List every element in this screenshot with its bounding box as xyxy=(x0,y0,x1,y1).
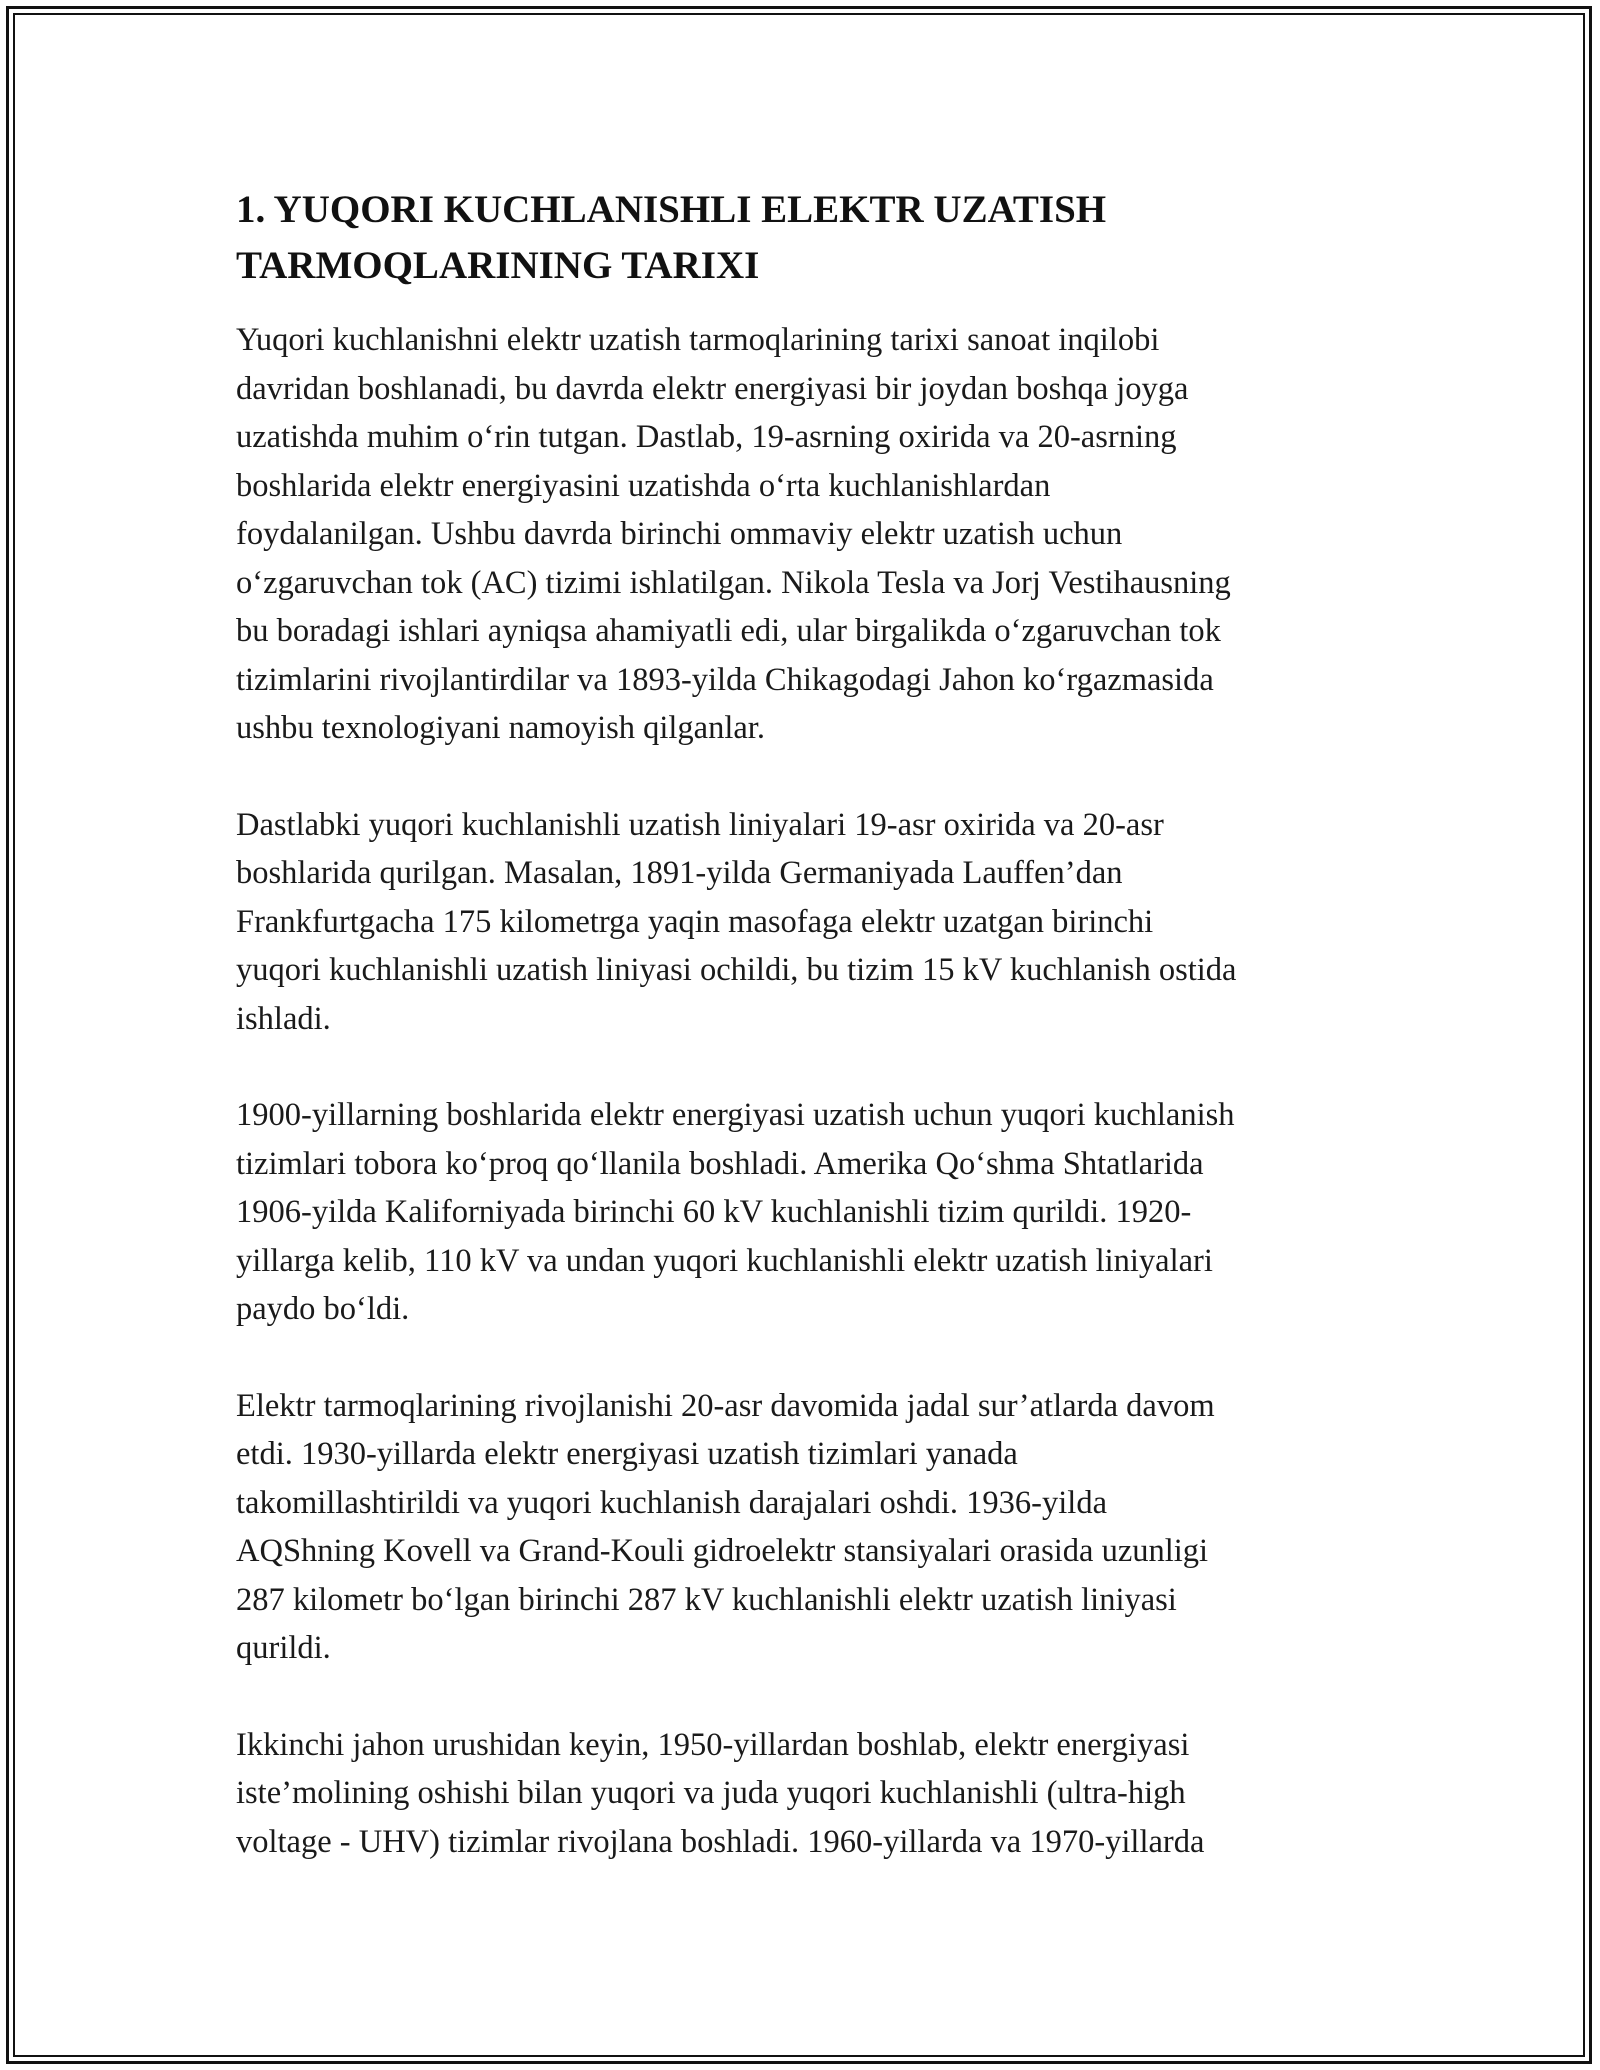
heading-line-1: 1. YUQORI KUCHLANISHLI ELEKTR UZATISH xyxy=(236,188,1107,231)
text-line: davridan boshlanadi, bu davrda elektr energiyasi bir joydan boshqa joyga xyxy=(236,370,1189,407)
heading-line-2: TARMOQLARINING TARIXI xyxy=(236,244,760,287)
text-line: 1906-yilda Kaliforniyada birinchi 60 kV kuchlanishli tizim qurildi. 1920- xyxy=(236,1194,1192,1230)
paragraph-3 xyxy=(236,1091,1386,1334)
text-line: ishladi. xyxy=(236,1000,331,1037)
text-line: takomillashtirildi va yuqori kuchlanish darajalari oshdi. 1936-yilda xyxy=(236,1484,1107,1521)
text-line: tizimlari tobora ko‘proq qo‘llanila boshladi. Amerika Qo‘shma Shtatlarida xyxy=(236,1145,1204,1182)
text-line: iste’molining oshishi bilan yuqori va juda yuqori kuchlanishli (ultra-high xyxy=(236,1775,1186,1811)
text-line: voltage - UHV) tizimlar rivojlana boshladi. 1960-yillarda va 1970-yillarda xyxy=(236,1823,1205,1860)
paragraph-1 xyxy=(236,316,1386,753)
text-line: 287 kilometr bo‘lgan birinchi 287 kV kuchlanishli elektr uzatish liniyasi xyxy=(236,1581,1177,1618)
text-line: qurildi. xyxy=(236,1630,331,1666)
text-line: Frankfurtgacha 175 kilometrga yaqin masofaga elektr uzatgan birinchi xyxy=(236,903,1154,940)
text-line: o‘zgaruvchan tok (AC) tizimi ishlatilgan. Nikola Tesla va Jorj Vestihausning xyxy=(236,564,1231,601)
paragraph-4 xyxy=(236,1382,1386,1673)
text-line: boshlarida elektr energiyasini uzatishda o‘rta kuchlanishlardan xyxy=(236,467,1051,504)
text-line: 1900-yillarning boshlarida elektr energiyasi uzatish uchun yuqori kuchlanish xyxy=(236,1097,1235,1133)
text-line: Yuqori kuchlanishni elektr uzatish tarmoqlarining tarixi sanoat inqilobi xyxy=(236,322,1160,358)
text-line: ushbu texnologiyani namoyish qilganlar. xyxy=(236,710,765,746)
text-line: foydalanilgan. Ushbu davrda birinchi ommaviy elektr uzatish uchun xyxy=(236,516,1123,552)
text-line: etdi. 1930-yillarda elektr energiyasi uzatish tizimlari yanada xyxy=(236,1436,1018,1472)
text-line: yuqori kuchlanishli uzatish liniyasi ochildi, bu tizim 15 kV kuchlanish ostida xyxy=(236,952,1237,988)
text-line: bu boradagi ishlari ayniqsa ahamiyatli edi, ular birgalikda o‘zgaruvchan tok xyxy=(236,613,1221,649)
text-line: Dastlabki yuqori kuchlanishli uzatish liniyalari 19-asr oxirida va 20-asr xyxy=(236,806,1164,843)
text-line: AQShning Kovell va Grand-Kouli gidroelektr stansiyalari orasida uzunligi xyxy=(236,1533,1209,1569)
paragraph-5 xyxy=(236,1721,1386,1867)
text-line: tizimlarini rivojlantirdilar va 1893-yilda Chikagodagi Jahon ko‘rgazmasida xyxy=(236,661,1214,698)
text-line: Elektr tarmoqlarining rivojlanishi 20-asr davomida jadal sur’atlarda davom xyxy=(236,1387,1215,1424)
text-line: boshlarida qurilgan. Masalan, 1891-yilda Germaniyada Lauffen’dan xyxy=(236,855,1123,891)
section-heading xyxy=(236,182,1386,294)
text-line: paydo bo‘ldi. xyxy=(236,1291,410,1327)
paragraph-2 xyxy=(236,801,1386,1044)
text-line: Ikkinchi jahon urushidan keyin, 1950-yillardan boshlab, elektr energiyasi xyxy=(236,1726,1190,1763)
text-line: uzatishda muhim o‘rin tutgan. Dastlab, 19-asrning oxirida va 20-asrning xyxy=(236,419,1177,455)
text-line: yillarga kelib, 110 kV va undan yuqori kuchlanishli elektr uzatish liniyalari xyxy=(236,1242,1213,1279)
document-page xyxy=(236,182,1386,1914)
